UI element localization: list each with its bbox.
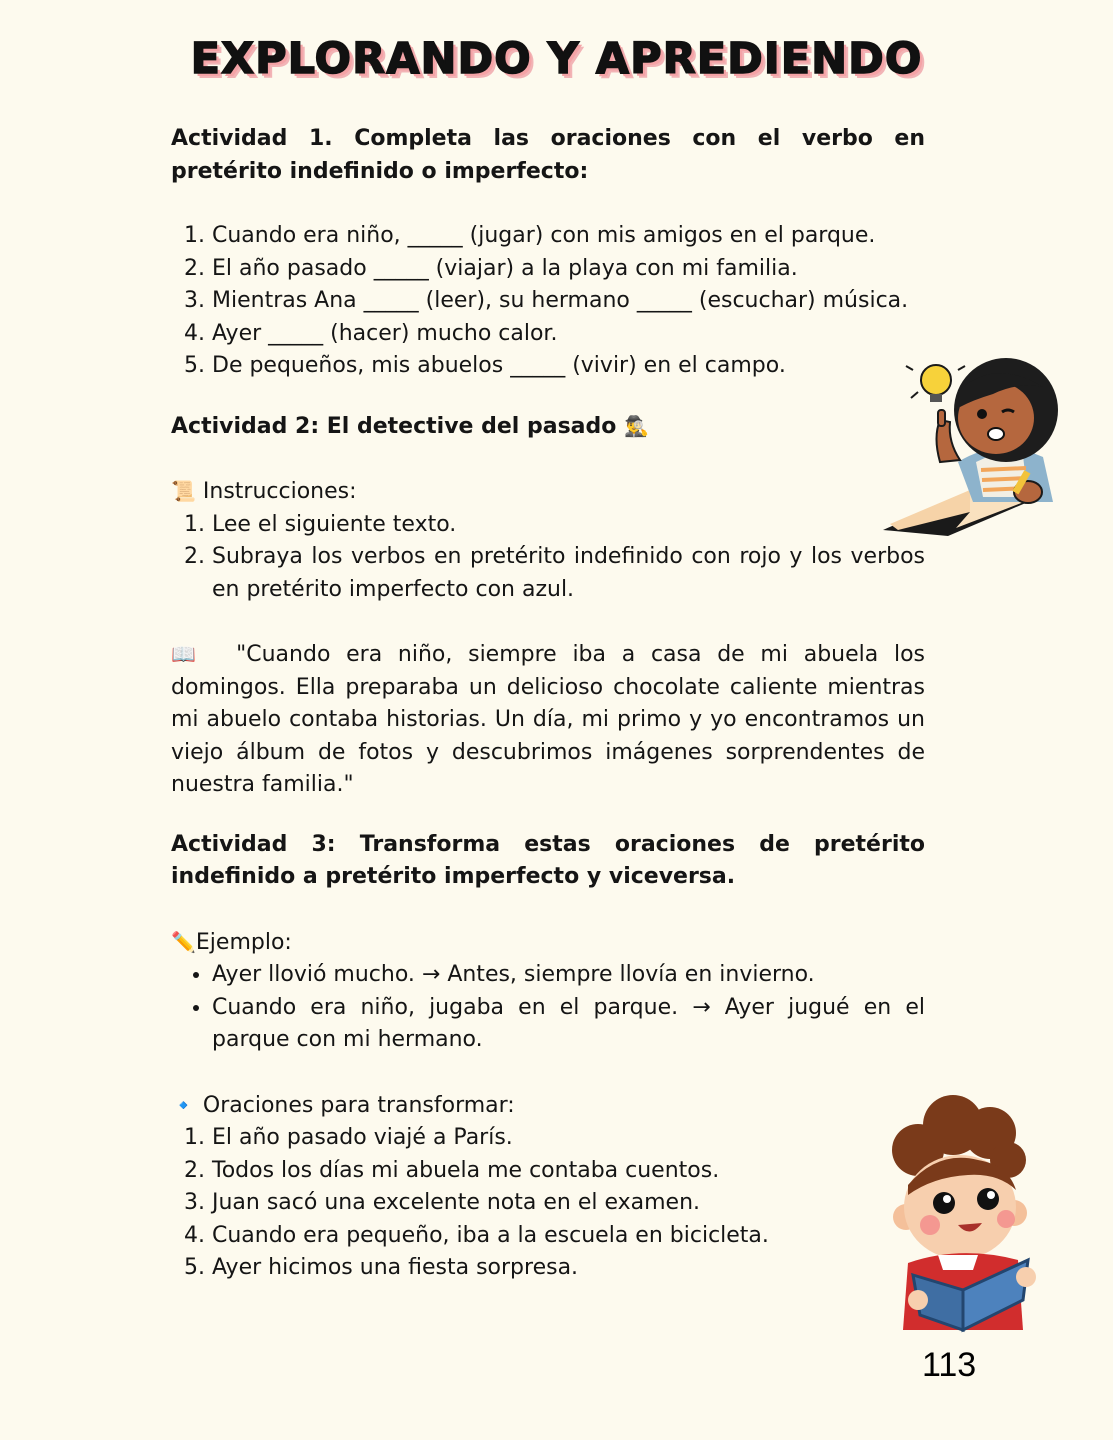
list-item: 4. Ayer _____ (hacer) mucho calor. (212, 318, 925, 351)
detective-icon: 🕵️‍♂️ (624, 413, 649, 438)
example-label (171, 926, 925, 960)
list-item: 2. Todos los días mi abuela me contaba cuentos. (212, 1155, 925, 1188)
activity-1-heading: Actividad 1. Completa las oraciones con el verbo en pretérito indefinido o imperfecto: (171, 126, 925, 184)
instructions-list (171, 509, 925, 607)
worksheet-content (171, 123, 925, 1285)
sentences-label-text: Oraciones para transformar: (202, 1092, 515, 1118)
activity-1-list (171, 220, 925, 383)
list-item: 2. El año pasado _____ (viajar) a la playa con mi familia. (212, 253, 925, 286)
activity-3-heading: Actividad 3: Transforma estas oraciones de pretérito indefinido a pretérito imperfecto y viceversa. (171, 831, 925, 889)
book-icon: 📖 (171, 642, 205, 666)
girl-reading-illustration (878, 352, 1068, 542)
list-item: 3. Juan sacó una excelente nota en el examen. (212, 1187, 925, 1220)
scroll-icon: 📜 (171, 479, 196, 503)
pencil-icon: ✏️ (171, 929, 196, 954)
list-item: 5. Ayer hicimos una fiesta sorpresa. (212, 1252, 925, 1285)
sentences-list (171, 1122, 925, 1285)
page-number: 113 (922, 1346, 977, 1384)
list-item: 1. Cuando era niño, _____ (jugar) con mis amigos en el parque. (212, 220, 925, 253)
activity-2-heading-text: Actividad 2: El detective del pasado (171, 413, 617, 439)
list-item: 2. Subraya los verbos en pretérito indefinido con rojo y los verbos en pretérito imperfecto con azul. (212, 541, 925, 606)
list-item: 1. Lee el siguiente texto. (212, 509, 925, 542)
reading-text-body: "Cuando era niño, siempre iba a casa de mi abuela los domingos. Ella preparaba un delicioso chocolate caliente mientras mi abuelo contaba historias. Un día, mi primo y yo encontramos un viejo álbum de fotos y descubrimos imágenes sorprendentes de nuestra familia." (171, 642, 925, 797)
activity-2-heading (171, 410, 925, 444)
list-item: 5. De pequeños, mis abuelos _____ (vivir) en el campo. (212, 350, 925, 383)
list-item: 1. El año pasado viajé a París. (212, 1122, 925, 1155)
reading-text (171, 638, 925, 802)
sentences-label (171, 1089, 925, 1123)
list-item: • Cuando era niño, jugaba en el parque. → Ayer jugué en el parque con mi hermano. (212, 992, 925, 1057)
list-item: 3. Mientras Ana _____ (leer), su hermano _____ (escuchar) música. (212, 285, 925, 318)
example-label-text: Ejemplo: (195, 929, 292, 955)
list-item: • Ayer llovió mucho. → Antes, siempre llovía en invierno. (212, 959, 925, 992)
list-item: 4. Cuando era pequeño, iba a la escuela en bicicleta. (212, 1220, 925, 1253)
examples-list (171, 959, 925, 1057)
boy-reading-illustration (878, 1095, 1043, 1335)
blue-diamond-icon: 🔹 (171, 1092, 196, 1117)
instructions-label (171, 475, 925, 509)
instructions-label-text: Instrucciones: (202, 479, 357, 504)
page-title: EXPLORANDO Y APREDIENDO (190, 34, 923, 84)
